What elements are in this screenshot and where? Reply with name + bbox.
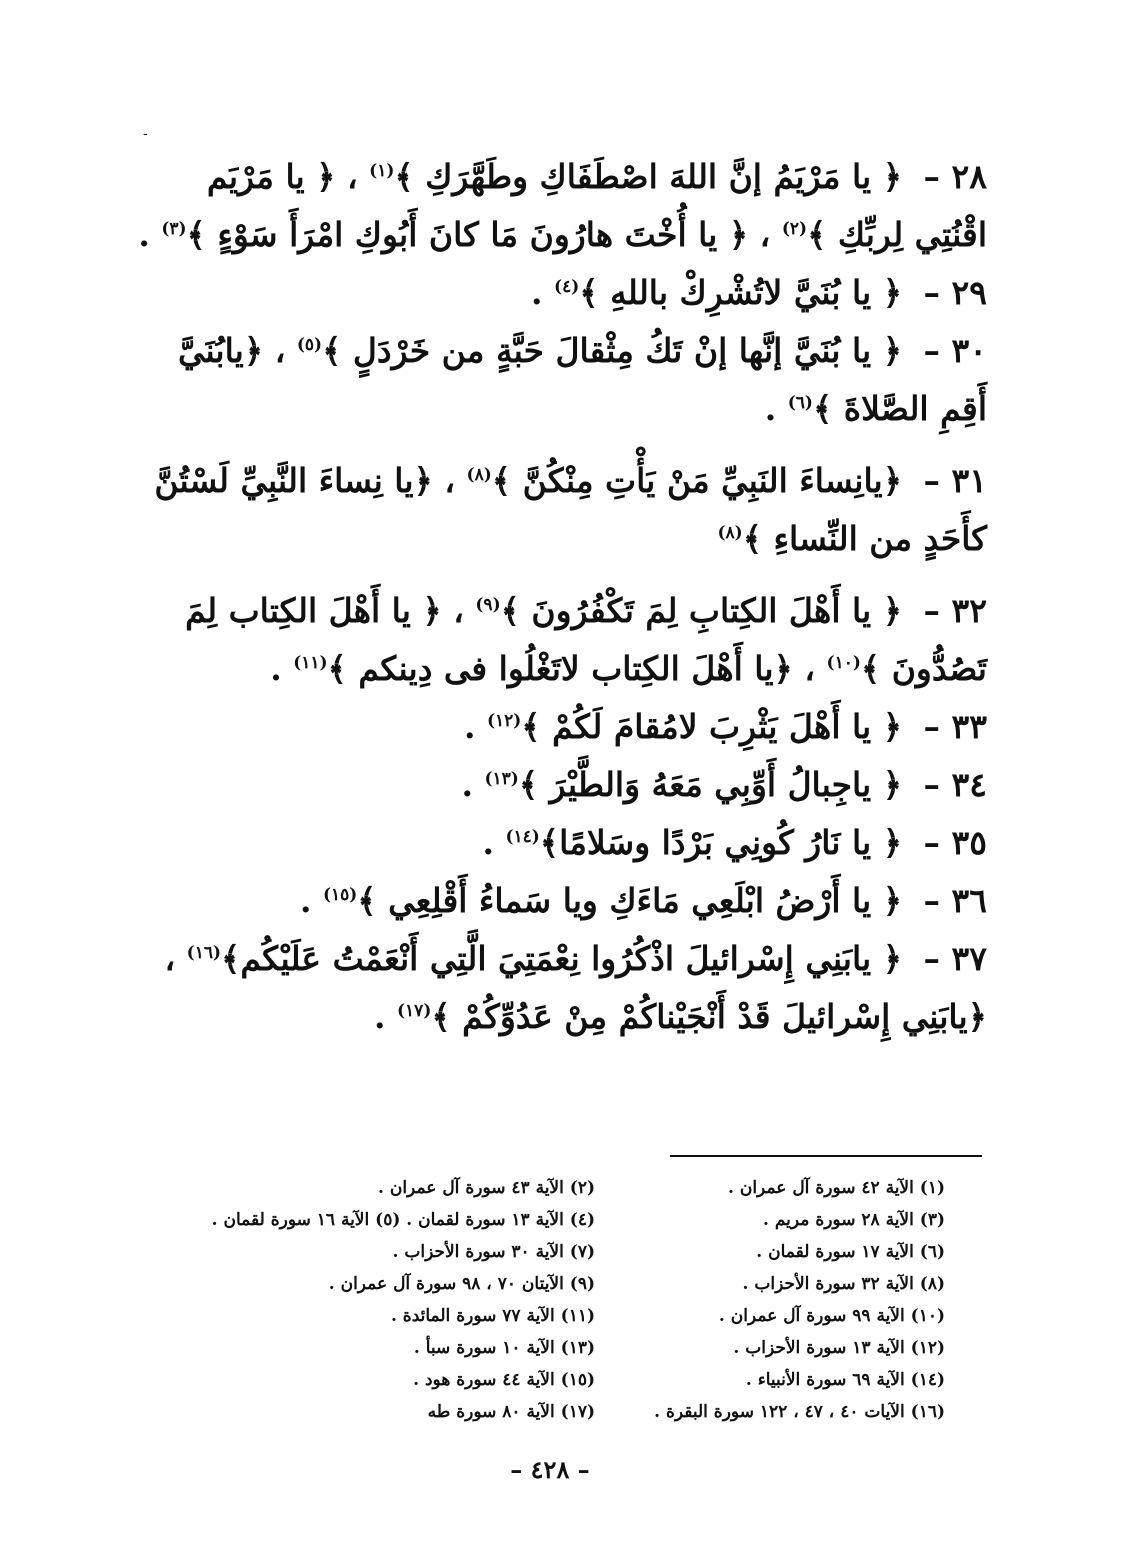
verse-text: ﴿ يا مَرْيَمُ إنَّ اللهَ اصْطَفَاكِ وطَهَّرَكِ ﴾ [394,157,903,196]
main-text [125,148,987,1046]
footnote: (٣) الآية ٢٨ سورة مريم . [763,1210,945,1230]
verse-29 [125,264,987,322]
footnote-divider [670,1155,982,1157]
separator: ، [759,215,771,254]
footnote: (٢) الآية ٤٣ سورة آل عمران . [378,1178,595,1198]
separator: . [531,273,543,312]
footnote-row [145,1204,945,1236]
verse-text: ﴿ يا أَهْلَ يَثْرِبَ لامُقامَ لَكُمْ ﴾ [521,707,903,746]
verse-number: ٣٢ – [923,591,987,630]
footnote-ref: (١٦) [186,943,221,963]
footnote-ref: (١١) [293,653,328,673]
footnote: (٤) الآية ١٣ سورة لقمان . (٥) الآية ١٦ سورة لقمان . [211,1210,595,1230]
verse-number: ٣٠ – [923,331,987,370]
verse-number: ٣٥ – [923,823,987,862]
footnote-ref: (١٤) [505,827,540,847]
separator: ، [274,331,286,370]
verse-34 [125,756,987,814]
verse-number: ٢٨ – [923,157,987,196]
verse-35 [125,814,987,872]
footnote-ref: (٥) [296,335,323,355]
footnote-row [145,1268,945,1300]
footnote-row [145,1300,945,1332]
separator: . [299,881,312,920]
footnote-ref: (٣) [161,219,187,239]
separator: ، [444,461,456,500]
separator: . [461,765,473,804]
footnote: (١٣) الآية ١٠ سورة سبأ . [413,1338,595,1358]
footnotes [145,1172,945,1428]
verse-text: ﴿ يا بُنَيَّ إنَّها إنْ تَكُ مِثْقالَ حَبَّةٍ من خَرْدَلٍ ﴾ [322,331,903,370]
verse-text: ﴿ يا أَهْلَ الكِتابِ لِمَ تَكْفُرُونَ ﴾ [500,591,903,630]
footnote: (١٧) الآية ٨٠ سورة طه [427,1402,595,1422]
separator: . [374,997,386,1036]
footnote-row [145,1236,945,1268]
footnote: (١٠) الآية ٩٩ سورة آل عمران . [718,1306,945,1326]
footnote-row [145,1364,945,1396]
verse-28 [125,148,987,264]
verse-text: ﴿يابَنِي إِسْرائيلَ قَدْ أَنْجَيْناكُمْ مِنْ عَدُوِّكُمْ ﴾ [431,997,987,1036]
footnote: (٨) الآية ٣٢ سورة الأحزاب . [742,1274,945,1294]
footnote: (٦) الآية ١٧ سورة لقمان . [756,1242,945,1262]
footnote: (١٥) الآية ٤٤ سورة هود . [413,1370,595,1390]
verse-31 [125,452,987,568]
footnote: (١٢) الآية ١٣ سورة الأحزاب . [733,1338,945,1358]
page-mark: - [143,126,148,142]
footnote-ref: (٩) [475,595,501,615]
footnote: (١٤) الآية ٦٩ سورة الأنبياء . [745,1370,945,1390]
footnote-ref: (١٧) [397,1001,432,1021]
verse-text: ﴿يا نِساءَ النَّبِيِّ لَسْتُنَّ كأَحَدٍ من النِّساءِ ﴾ [154,461,987,558]
verse-text: ﴿ يا أَهْلَ الكِتاب لِمَ تَصُدُّونَ ﴾ [185,591,987,688]
verse-text: ﴿ يا بُنَيَّ لاتُشْرِكْ باللهِ ﴾ [579,273,903,312]
verse-text: ﴿يانِساءَ النَبِيِّ مَنْ يَأْتِ مِنْكُنَّ ﴾ [491,461,903,500]
footnote-ref: (٨) [466,465,492,485]
separator: ، [164,939,176,978]
footnote: (١١) الآية ٧٧ سورة المائدة . [390,1306,595,1326]
page-number: – ٤٢٨ – [510,1455,590,1484]
verse-text: ﴿ يابَنِي إِسْرائيلَ اذْكُرُوا نِعْمَتِيَ الَّتِي أَنْعَمْتُ عَلَيْكُم﴾ [221,939,903,978]
separator: . [482,823,494,862]
verse-text: ﴿ يا نَارُ كُونِي بَرْدًا وسَلامًا﴾ [539,823,903,862]
separator: ، [347,157,358,196]
footnote-ref: (١٥) [322,885,358,905]
verse-number: ٣٦ – [923,881,987,920]
footnote-row [145,1396,945,1428]
footnote: (٩) الآيتان ٧٠ ، ٩٨ سورة آل عمران . [328,1274,595,1294]
footnote-ref: (٤) [554,277,580,297]
footnote-ref: (١) [369,161,395,181]
verse-number: ٣٤ – [923,765,987,804]
verse-32 [125,582,987,698]
separator: . [764,389,777,428]
footnote: (١) الآية ٤٢ سورة آل عمران . [728,1178,945,1198]
verse-text: ﴿ يا أَرْضُ ابْلَعِي مَاءَكِ ويا سَماءُ أَقْلِعِي ﴾ [357,881,903,920]
verse-text: ﴿يابُنَيَّ أَقِمِ الصَّلاةَ ﴾ [177,331,987,428]
separator: . [270,649,282,688]
footnote-ref: (٦) [787,393,813,413]
verse-text: ﴿يا أَهْلَ الكِتاب لاتَغْلُوا فى دِينكم ﴾ [327,649,793,688]
verse-33 [125,698,987,756]
verse-text: ﴿ يا مَرْيَم اقْنُتِي لِربِّكِ ﴾ [206,157,987,254]
footnote-ref: (٨) [717,523,743,543]
footnote-ref: (١٣) [484,769,519,789]
verse-36 [125,872,987,930]
footnote-ref: (٢) [781,219,808,239]
footnote-ref: (١٢) [486,711,522,731]
footnote-row [145,1172,945,1204]
separator: . [138,215,150,254]
footnote-row [145,1332,945,1364]
verse-30 [125,322,987,438]
verse-number: ٢٩ – [923,273,987,312]
verse-number: ٣٣ – [923,707,987,746]
separator: . [463,707,476,746]
verse-number: ٣١ – [923,461,987,500]
separator: ، [453,591,464,630]
footnote-ref: (١٠) [826,653,861,673]
verse-37 [125,930,987,1046]
separator: ، [804,649,816,688]
verse-text: ﴿ يا أُخْتَ هارُونَ مَا كانَ أَبُوكِ امْرَأَ سَوْءٍ ﴾ [186,215,749,254]
verse-number: ٣٧ – [923,939,987,978]
footnote: (٧) الآية ٣٠ سورة الأحزاب . [392,1242,595,1262]
verse-text: ﴿ ياجِبالُ أَوِّبِي مَعَهُ وَالطَّيْرَ ﴾ [518,765,903,804]
footnote: (١٦) الآيات ٤٠ ، ٤٧ ، ١٢٢ سورة البقرة . [654,1402,945,1422]
